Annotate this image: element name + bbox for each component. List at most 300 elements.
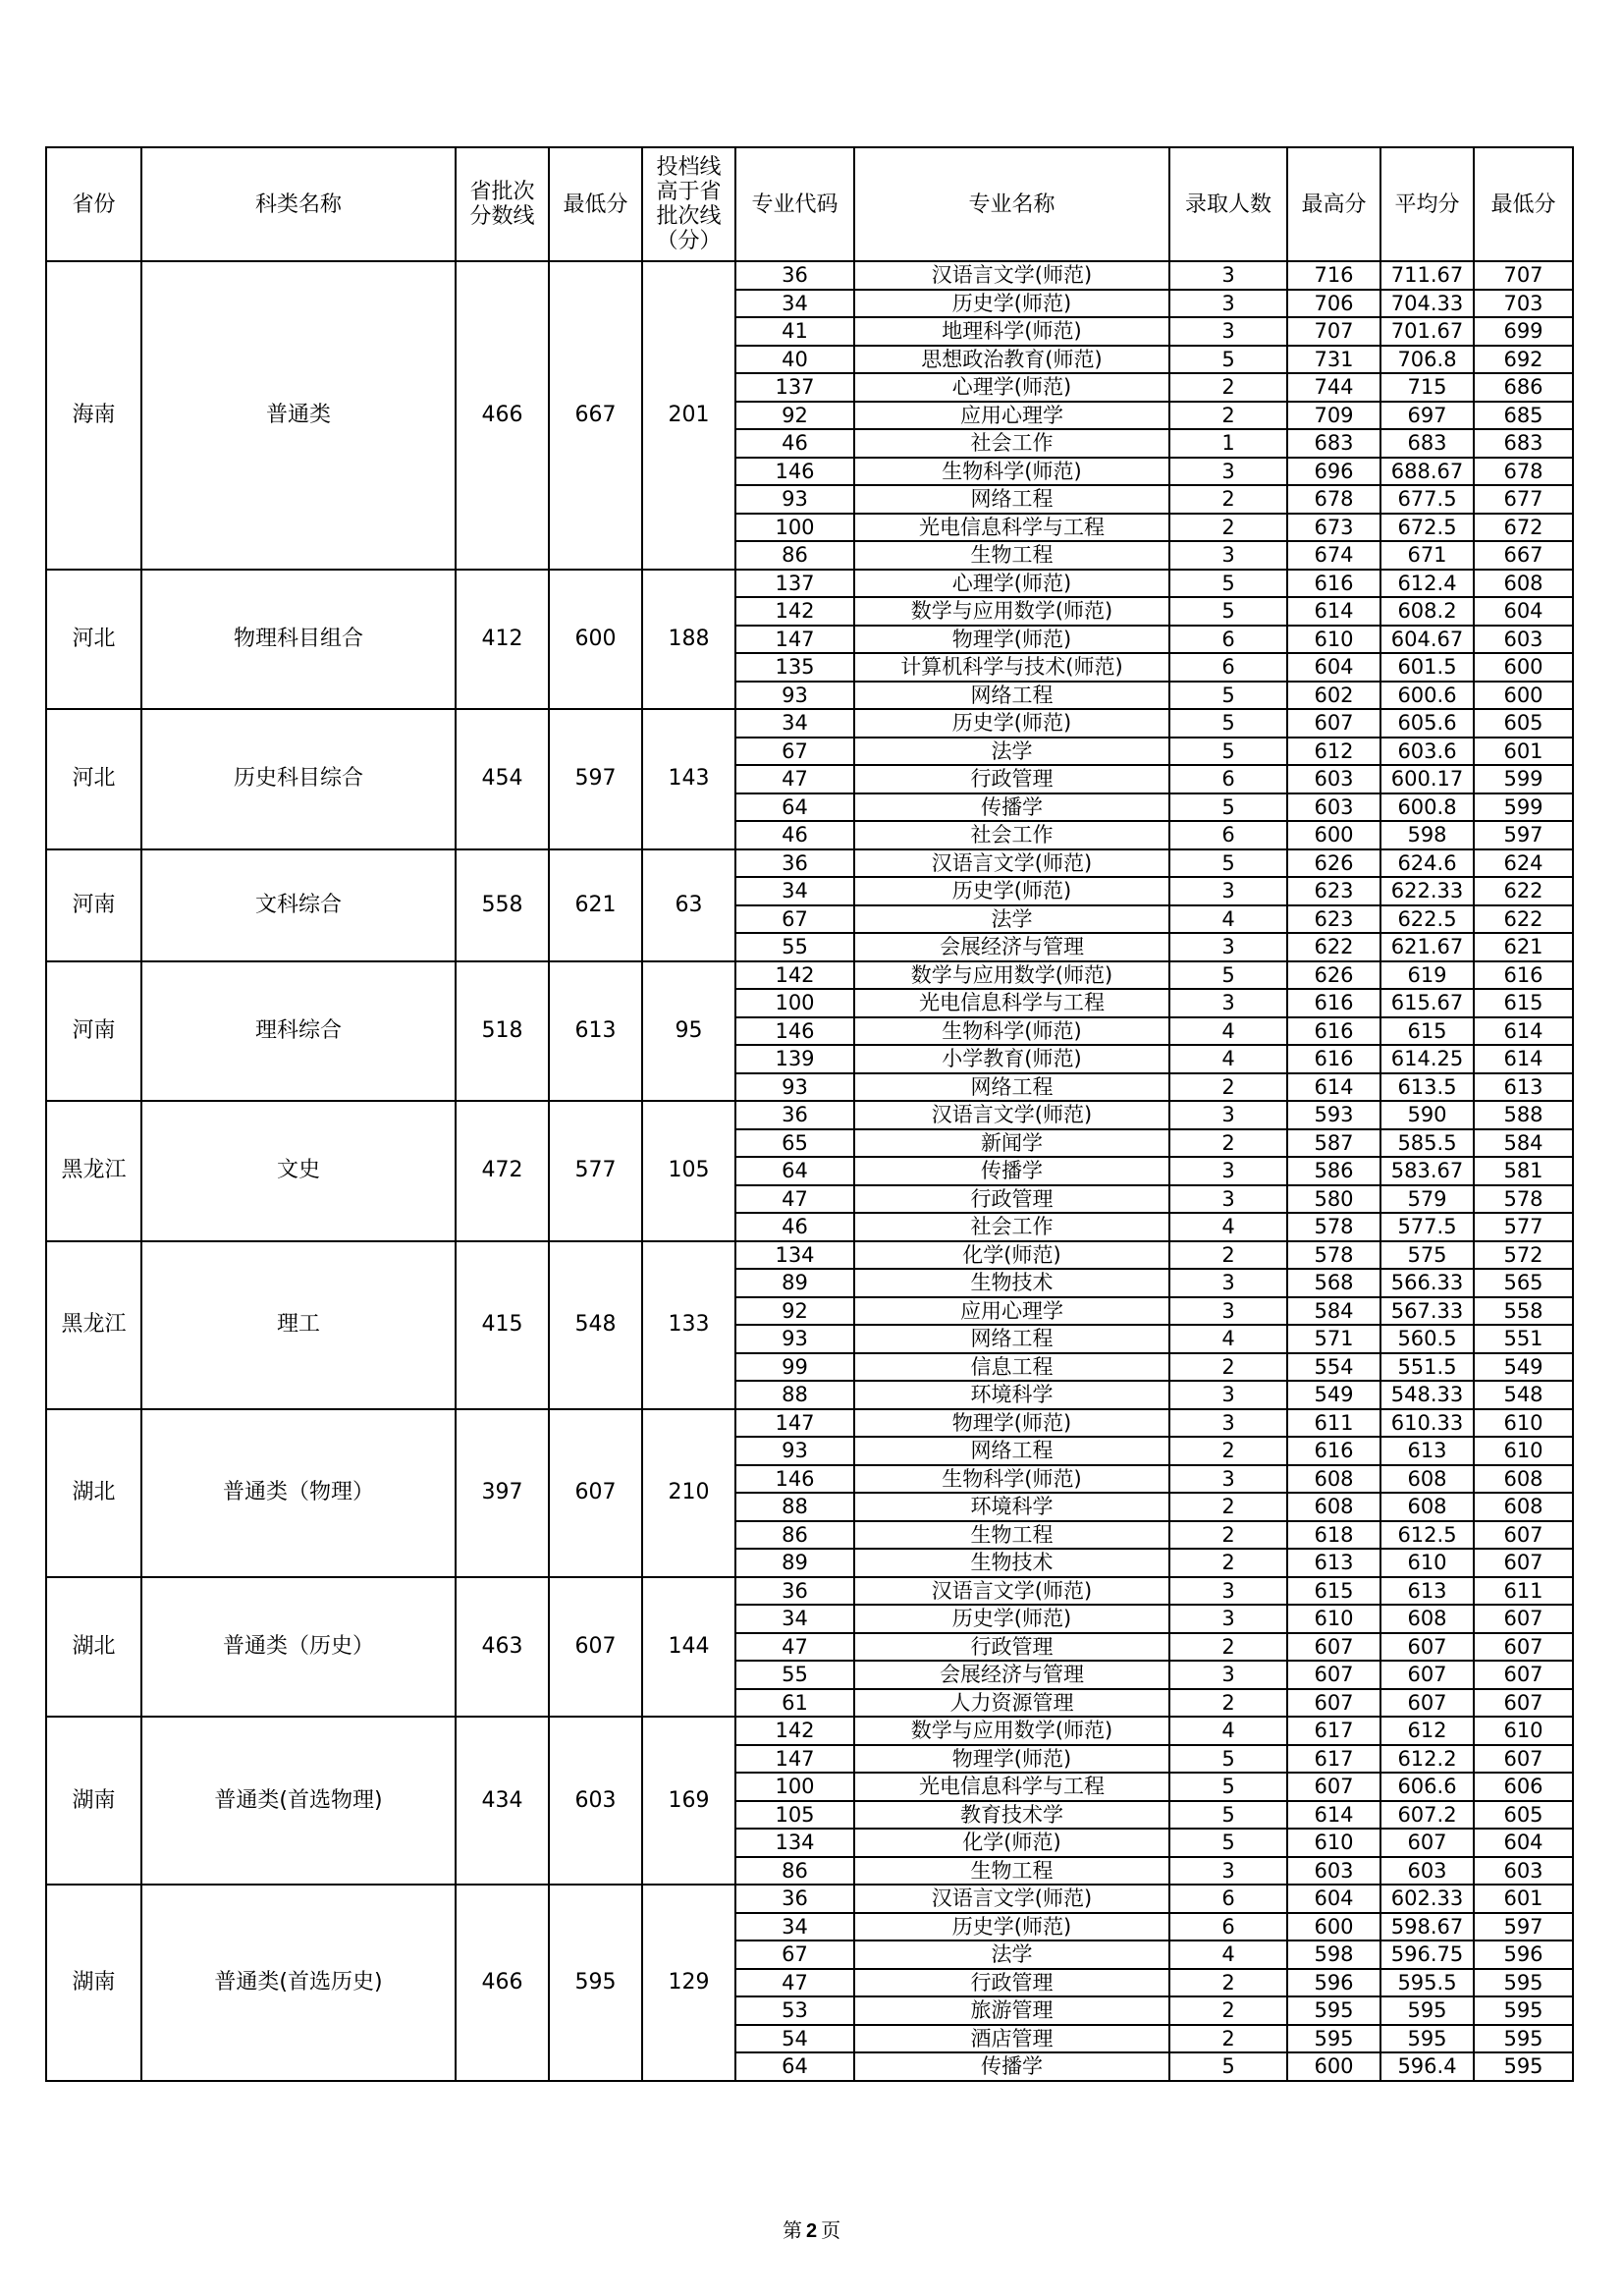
major-code: 55: [735, 933, 854, 961]
max-score: 568: [1287, 1269, 1380, 1297]
major-name: 应用心理学: [854, 402, 1169, 430]
major-name: 法学: [854, 738, 1169, 766]
header-category: 科类名称: [141, 147, 456, 261]
max-score: 602: [1287, 682, 1380, 710]
group-min-score: 667: [549, 261, 642, 570]
avg-score: 575: [1380, 1241, 1474, 1270]
major-name: 光电信息科学与工程: [854, 1773, 1169, 1801]
min-score: 607: [1474, 1605, 1573, 1633]
major-code: 93: [735, 1325, 854, 1353]
group-category: 普通类（历史）: [141, 1577, 456, 1718]
group-category: 普通类（物理）: [141, 1409, 456, 1577]
min-score: 608: [1474, 1465, 1573, 1494]
page-number: 2: [805, 2220, 818, 2242]
major-name: 心理学(师范): [854, 373, 1169, 402]
min-score: 595: [1474, 2025, 1573, 2053]
avg-score: 596.75: [1380, 1941, 1474, 1969]
group-province: 海南: [46, 261, 141, 570]
min-score: 607: [1474, 1633, 1573, 1662]
group-category: 理科综合: [141, 961, 456, 1102]
major-code: 139: [735, 1045, 854, 1073]
footer-prefix: 第: [782, 2218, 802, 2242]
max-score: 603: [1287, 1857, 1380, 1886]
group-batch-line: 472: [456, 1101, 549, 1241]
major-name: 新闻学: [854, 1129, 1169, 1158]
group-batch-line: 558: [456, 849, 549, 961]
min-score: 551: [1474, 1325, 1573, 1353]
table-row: [46, 1101, 1573, 1129]
major-name: 会展经济与管理: [854, 1661, 1169, 1689]
major-name: 网络工程: [854, 485, 1169, 514]
group-category: 普通类: [141, 261, 456, 570]
major-name: 传播学: [854, 1157, 1169, 1185]
admitted-count: 4: [1169, 1017, 1287, 1046]
major-code: 47: [735, 1969, 854, 1997]
avg-score: 560.5: [1380, 1325, 1474, 1353]
group-min-score: 595: [549, 1885, 642, 2081]
major-code: 93: [735, 1073, 854, 1102]
major-code: 34: [735, 1605, 854, 1633]
group-province: 河北: [46, 709, 141, 849]
group-category: 普通类(首选物理): [141, 1717, 456, 1885]
min-score: 677: [1474, 485, 1573, 514]
major-code: 46: [735, 821, 854, 849]
header-major-name: 专业名称: [854, 147, 1169, 261]
group-above-line: 144: [642, 1577, 735, 1718]
admitted-count: 3: [1169, 1577, 1287, 1606]
min-score: 605: [1474, 1801, 1573, 1830]
group-min-score: 548: [549, 1241, 642, 1409]
major-code: 100: [735, 1773, 854, 1801]
avg-score: 683: [1380, 429, 1474, 458]
avg-score: 566.33: [1380, 1269, 1474, 1297]
admitted-count: 5: [1169, 849, 1287, 878]
min-score: 699: [1474, 317, 1573, 346]
min-score: 608: [1474, 1493, 1573, 1521]
major-name: 物理学(师范): [854, 626, 1169, 654]
max-score: 610: [1287, 626, 1380, 654]
max-score: 595: [1287, 2025, 1380, 2053]
min-score: 607: [1474, 1521, 1573, 1550]
header-max: 最高分: [1287, 147, 1380, 261]
avg-score: 612.2: [1380, 1745, 1474, 1774]
group-min-score: 603: [549, 1717, 642, 1885]
major-name: 物理学(师范): [854, 1745, 1169, 1774]
major-code: 88: [735, 1381, 854, 1409]
admitted-count: 2: [1169, 1521, 1287, 1550]
avg-score: 612.5: [1380, 1521, 1474, 1550]
admitted-count: 5: [1169, 597, 1287, 626]
admitted-count: 4: [1169, 905, 1287, 934]
group-min-score: 577: [549, 1101, 642, 1241]
major-code: 36: [735, 1885, 854, 1913]
header-admitted: 录取人数: [1169, 147, 1287, 261]
group-category: 历史科目综合: [141, 709, 456, 849]
max-score: 610: [1287, 1605, 1380, 1633]
group-province: 河北: [46, 570, 141, 710]
header-row: [46, 147, 1573, 261]
major-name: 行政管理: [854, 1185, 1169, 1214]
max-score: 596: [1287, 1969, 1380, 1997]
major-code: 86: [735, 1857, 854, 1886]
major-name: 生物工程: [854, 541, 1169, 570]
major-code: 93: [735, 682, 854, 710]
admitted-count: 3: [1169, 877, 1287, 905]
admitted-count: 5: [1169, 682, 1287, 710]
max-score: 716: [1287, 261, 1380, 290]
header-above-line: 投档线高于省批次线（分）: [642, 147, 735, 261]
group-above-line: 63: [642, 849, 735, 961]
table-row: [46, 570, 1573, 598]
table-row: [46, 961, 1573, 990]
group-batch-line: 415: [456, 1241, 549, 1409]
admitted-count: 2: [1169, 1073, 1287, 1102]
avg-score: 605.6: [1380, 709, 1474, 738]
max-score: 603: [1287, 765, 1380, 793]
major-name: 化学(师范): [854, 1241, 1169, 1270]
group-min-score: 607: [549, 1577, 642, 1718]
min-score: 607: [1474, 1689, 1573, 1718]
major-code: 135: [735, 653, 854, 682]
avg-score: 600.8: [1380, 793, 1474, 822]
major-code: 100: [735, 989, 854, 1017]
group-province: 黑龙江: [46, 1101, 141, 1241]
major-name: 历史学(师范): [854, 1605, 1169, 1633]
min-score: 614: [1474, 1017, 1573, 1046]
avg-score: 701.67: [1380, 317, 1474, 346]
major-code: 147: [735, 626, 854, 654]
major-name: 心理学(师范): [854, 570, 1169, 598]
major-code: 53: [735, 1996, 854, 2025]
major-name: 光电信息科学与工程: [854, 514, 1169, 542]
major-code: 146: [735, 1017, 854, 1046]
min-score: 565: [1474, 1269, 1573, 1297]
avg-score: 595: [1380, 2025, 1474, 2053]
major-name: 行政管理: [854, 1633, 1169, 1662]
avg-score: 671: [1380, 541, 1474, 570]
group-above-line: 169: [642, 1717, 735, 1885]
admitted-count: 3: [1169, 317, 1287, 346]
avg-score: 613: [1380, 1437, 1474, 1465]
max-score: 607: [1287, 709, 1380, 738]
major-code: 55: [735, 1661, 854, 1689]
major-code: 40: [735, 346, 854, 374]
major-name: 人力资源管理: [854, 1689, 1169, 1718]
avg-score: 619: [1380, 961, 1474, 990]
header-min: 最低分: [1474, 147, 1573, 261]
major-code: 36: [735, 1101, 854, 1129]
major-code: 88: [735, 1493, 854, 1521]
min-score: 599: [1474, 793, 1573, 822]
group-batch-line: 463: [456, 1577, 549, 1718]
admitted-count: 5: [1169, 1801, 1287, 1830]
admitted-count: 3: [1169, 933, 1287, 961]
admitted-count: 3: [1169, 1101, 1287, 1129]
min-score: 615: [1474, 989, 1573, 1017]
table-body: [46, 261, 1573, 2081]
major-code: 142: [735, 961, 854, 990]
avg-score: 677.5: [1380, 485, 1474, 514]
avg-score: 608: [1380, 1605, 1474, 1633]
group-batch-line: 454: [456, 709, 549, 849]
group-province: 湖北: [46, 1577, 141, 1718]
major-name: 行政管理: [854, 1969, 1169, 1997]
avg-score: 608.2: [1380, 597, 1474, 626]
admitted-count: 4: [1169, 1941, 1287, 1969]
group-province: 河南: [46, 849, 141, 961]
admitted-count: 6: [1169, 653, 1287, 682]
min-score: 667: [1474, 541, 1573, 570]
avg-score: 610.33: [1380, 1409, 1474, 1438]
min-score: 577: [1474, 1213, 1573, 1241]
table-row: [46, 849, 1573, 878]
major-name: 数学与应用数学(师范): [854, 961, 1169, 990]
max-score: 616: [1287, 1017, 1380, 1046]
group-province: 河南: [46, 961, 141, 1102]
min-score: 613: [1474, 1073, 1573, 1102]
header-province: 省份: [46, 147, 141, 261]
avg-score: 688.67: [1380, 458, 1474, 486]
major-name: 教育技术学: [854, 1801, 1169, 1830]
max-score: 707: [1287, 317, 1380, 346]
major-name: 生物技术: [854, 1549, 1169, 1577]
max-score: 598: [1287, 1941, 1380, 1969]
group-above-line: 105: [642, 1101, 735, 1241]
max-score: 608: [1287, 1493, 1380, 1521]
major-name: 汉语言文学(师范): [854, 1885, 1169, 1913]
avg-score: 711.67: [1380, 261, 1474, 290]
max-score: 616: [1287, 570, 1380, 598]
major-name: 历史学(师范): [854, 290, 1169, 318]
major-name: 小学教育(师范): [854, 1045, 1169, 1073]
major-code: 61: [735, 1689, 854, 1718]
max-score: 626: [1287, 961, 1380, 990]
max-score: 595: [1287, 1996, 1380, 2025]
min-score: 608: [1474, 570, 1573, 598]
table-header: [46, 147, 1573, 261]
major-name: 汉语言文学(师范): [854, 261, 1169, 290]
table-row: [46, 1577, 1573, 1606]
admitted-count: 2: [1169, 373, 1287, 402]
avg-score: 615: [1380, 1017, 1474, 1046]
admitted-count: 2: [1169, 1241, 1287, 1270]
admitted-count: 3: [1169, 1269, 1287, 1297]
admitted-count: 2: [1169, 1633, 1287, 1662]
min-score: 703: [1474, 290, 1573, 318]
admitted-count: 5: [1169, 1745, 1287, 1774]
max-score: 683: [1287, 429, 1380, 458]
major-name: 传播学: [854, 793, 1169, 822]
major-code: 100: [735, 514, 854, 542]
max-score: 709: [1287, 402, 1380, 430]
admitted-count: 2: [1169, 1996, 1287, 2025]
max-score: 603: [1287, 793, 1380, 822]
admitted-count: 2: [1169, 1549, 1287, 1577]
max-score: 578: [1287, 1213, 1380, 1241]
min-score: 603: [1474, 626, 1573, 654]
admitted-count: 5: [1169, 346, 1287, 374]
min-score: 604: [1474, 1829, 1573, 1857]
group-batch-line: 466: [456, 261, 549, 570]
max-score: 614: [1287, 1073, 1380, 1102]
avg-score: 598: [1380, 821, 1474, 849]
admitted-count: 5: [1169, 2052, 1287, 2081]
max-score: 744: [1287, 373, 1380, 402]
major-name: 环境科学: [854, 1381, 1169, 1409]
max-score: 586: [1287, 1157, 1380, 1185]
group-province: 湖南: [46, 1717, 141, 1885]
admitted-count: 2: [1169, 1969, 1287, 1997]
admitted-count: 2: [1169, 1437, 1287, 1465]
max-score: 673: [1287, 514, 1380, 542]
admitted-count: 4: [1169, 1213, 1287, 1241]
avg-score: 607: [1380, 1661, 1474, 1689]
min-score: 601: [1474, 1885, 1573, 1913]
major-name: 物理学(师范): [854, 1409, 1169, 1438]
max-score: 626: [1287, 849, 1380, 878]
major-name: 行政管理: [854, 765, 1169, 793]
admitted-count: 2: [1169, 402, 1287, 430]
group-province: 黑龙江: [46, 1241, 141, 1409]
major-name: 数学与应用数学(师范): [854, 1717, 1169, 1745]
min-score: 624: [1474, 849, 1573, 878]
max-score: 554: [1287, 1353, 1380, 1382]
min-score: 581: [1474, 1157, 1573, 1185]
major-code: 47: [735, 1633, 854, 1662]
avg-score: 706.8: [1380, 346, 1474, 374]
max-score: 604: [1287, 653, 1380, 682]
major-name: 数学与应用数学(师范): [854, 597, 1169, 626]
major-name: 计算机科学与技术(师范): [854, 653, 1169, 682]
group-above-line: 95: [642, 961, 735, 1102]
major-name: 网络工程: [854, 682, 1169, 710]
max-score: 678: [1287, 485, 1380, 514]
major-code: 137: [735, 570, 854, 598]
max-score: 571: [1287, 1325, 1380, 1353]
max-score: 617: [1287, 1745, 1380, 1774]
major-code: 47: [735, 1185, 854, 1214]
max-score: 696: [1287, 458, 1380, 486]
min-score: 595: [1474, 1996, 1573, 2025]
avg-score: 613: [1380, 1577, 1474, 1606]
max-score: 617: [1287, 1717, 1380, 1745]
major-code: 54: [735, 2025, 854, 2053]
max-score: 604: [1287, 1885, 1380, 1913]
admitted-count: 2: [1169, 1129, 1287, 1158]
admitted-count: 3: [1169, 261, 1287, 290]
min-score: 672: [1474, 514, 1573, 542]
major-code: 93: [735, 485, 854, 514]
admitted-count: 5: [1169, 709, 1287, 738]
group-province: 湖南: [46, 1885, 141, 2081]
admitted-count: 3: [1169, 541, 1287, 570]
min-score: 600: [1474, 653, 1573, 682]
max-score: 614: [1287, 597, 1380, 626]
admitted-count: 3: [1169, 1661, 1287, 1689]
avg-score: 612.4: [1380, 570, 1474, 598]
group-min-score: 600: [549, 570, 642, 710]
major-code: 64: [735, 2052, 854, 2081]
min-score: 678: [1474, 458, 1573, 486]
major-code: 64: [735, 1157, 854, 1185]
min-score: 595: [1474, 2052, 1573, 2081]
admitted-count: 5: [1169, 1829, 1287, 1857]
admitted-count: 2: [1169, 1493, 1287, 1521]
max-score: 600: [1287, 821, 1380, 849]
major-name: 传播学: [854, 2052, 1169, 2081]
admitted-count: 4: [1169, 1717, 1287, 1745]
avg-score: 595: [1380, 1996, 1474, 2025]
header-avg: 平均分: [1380, 147, 1474, 261]
group-above-line: 133: [642, 1241, 735, 1409]
avg-score: 590: [1380, 1101, 1474, 1129]
major-code: 67: [735, 1941, 854, 1969]
min-score: 558: [1474, 1297, 1573, 1326]
max-score: 607: [1287, 1633, 1380, 1662]
admitted-count: 6: [1169, 1885, 1287, 1913]
admitted-count: 3: [1169, 1465, 1287, 1494]
major-code: 89: [735, 1269, 854, 1297]
admitted-count: 3: [1169, 1297, 1287, 1326]
max-score: 616: [1287, 1437, 1380, 1465]
avg-score: 622.33: [1380, 877, 1474, 905]
major-name: 生物科学(师范): [854, 1465, 1169, 1494]
max-score: 618: [1287, 1521, 1380, 1550]
admitted-count: 5: [1169, 738, 1287, 766]
table-row: [46, 1409, 1573, 1438]
avg-score: 715: [1380, 373, 1474, 402]
major-code: 67: [735, 905, 854, 934]
major-name: 信息工程: [854, 1353, 1169, 1382]
major-name: 法学: [854, 1941, 1169, 1969]
group-min-score: 613: [549, 961, 642, 1102]
group-above-line: 201: [642, 261, 735, 570]
admitted-count: 2: [1169, 514, 1287, 542]
group-above-line: 143: [642, 709, 735, 849]
max-score: 623: [1287, 877, 1380, 905]
avg-score: 602.33: [1380, 1885, 1474, 1913]
avg-score: 585.5: [1380, 1129, 1474, 1158]
max-score: 600: [1287, 2052, 1380, 2081]
group-above-line: 210: [642, 1409, 735, 1577]
max-score: 612: [1287, 738, 1380, 766]
group-category: 普通类(首选历史): [141, 1885, 456, 2081]
avg-score: 612: [1380, 1717, 1474, 1745]
admitted-count: 5: [1169, 961, 1287, 990]
admission-score-table: [45, 146, 1574, 2082]
major-code: 46: [735, 429, 854, 458]
major-name: 生物科学(师范): [854, 1017, 1169, 1046]
major-name: 光电信息科学与工程: [854, 989, 1169, 1017]
min-score: 685: [1474, 402, 1573, 430]
min-score: 572: [1474, 1241, 1573, 1270]
major-code: 34: [735, 290, 854, 318]
admitted-count: 4: [1169, 1325, 1287, 1353]
header-min-score: 最低分: [549, 147, 642, 261]
major-code: 86: [735, 1521, 854, 1550]
major-code: 147: [735, 1409, 854, 1438]
max-score: 607: [1287, 1689, 1380, 1718]
table-row: [46, 709, 1573, 738]
min-score: 616: [1474, 961, 1573, 990]
admitted-count: 3: [1169, 1185, 1287, 1214]
major-code: 34: [735, 877, 854, 905]
max-score: 578: [1287, 1241, 1380, 1270]
major-code: 93: [735, 1437, 854, 1465]
min-score: 622: [1474, 877, 1573, 905]
min-score: 610: [1474, 1437, 1573, 1465]
min-score: 605: [1474, 709, 1573, 738]
